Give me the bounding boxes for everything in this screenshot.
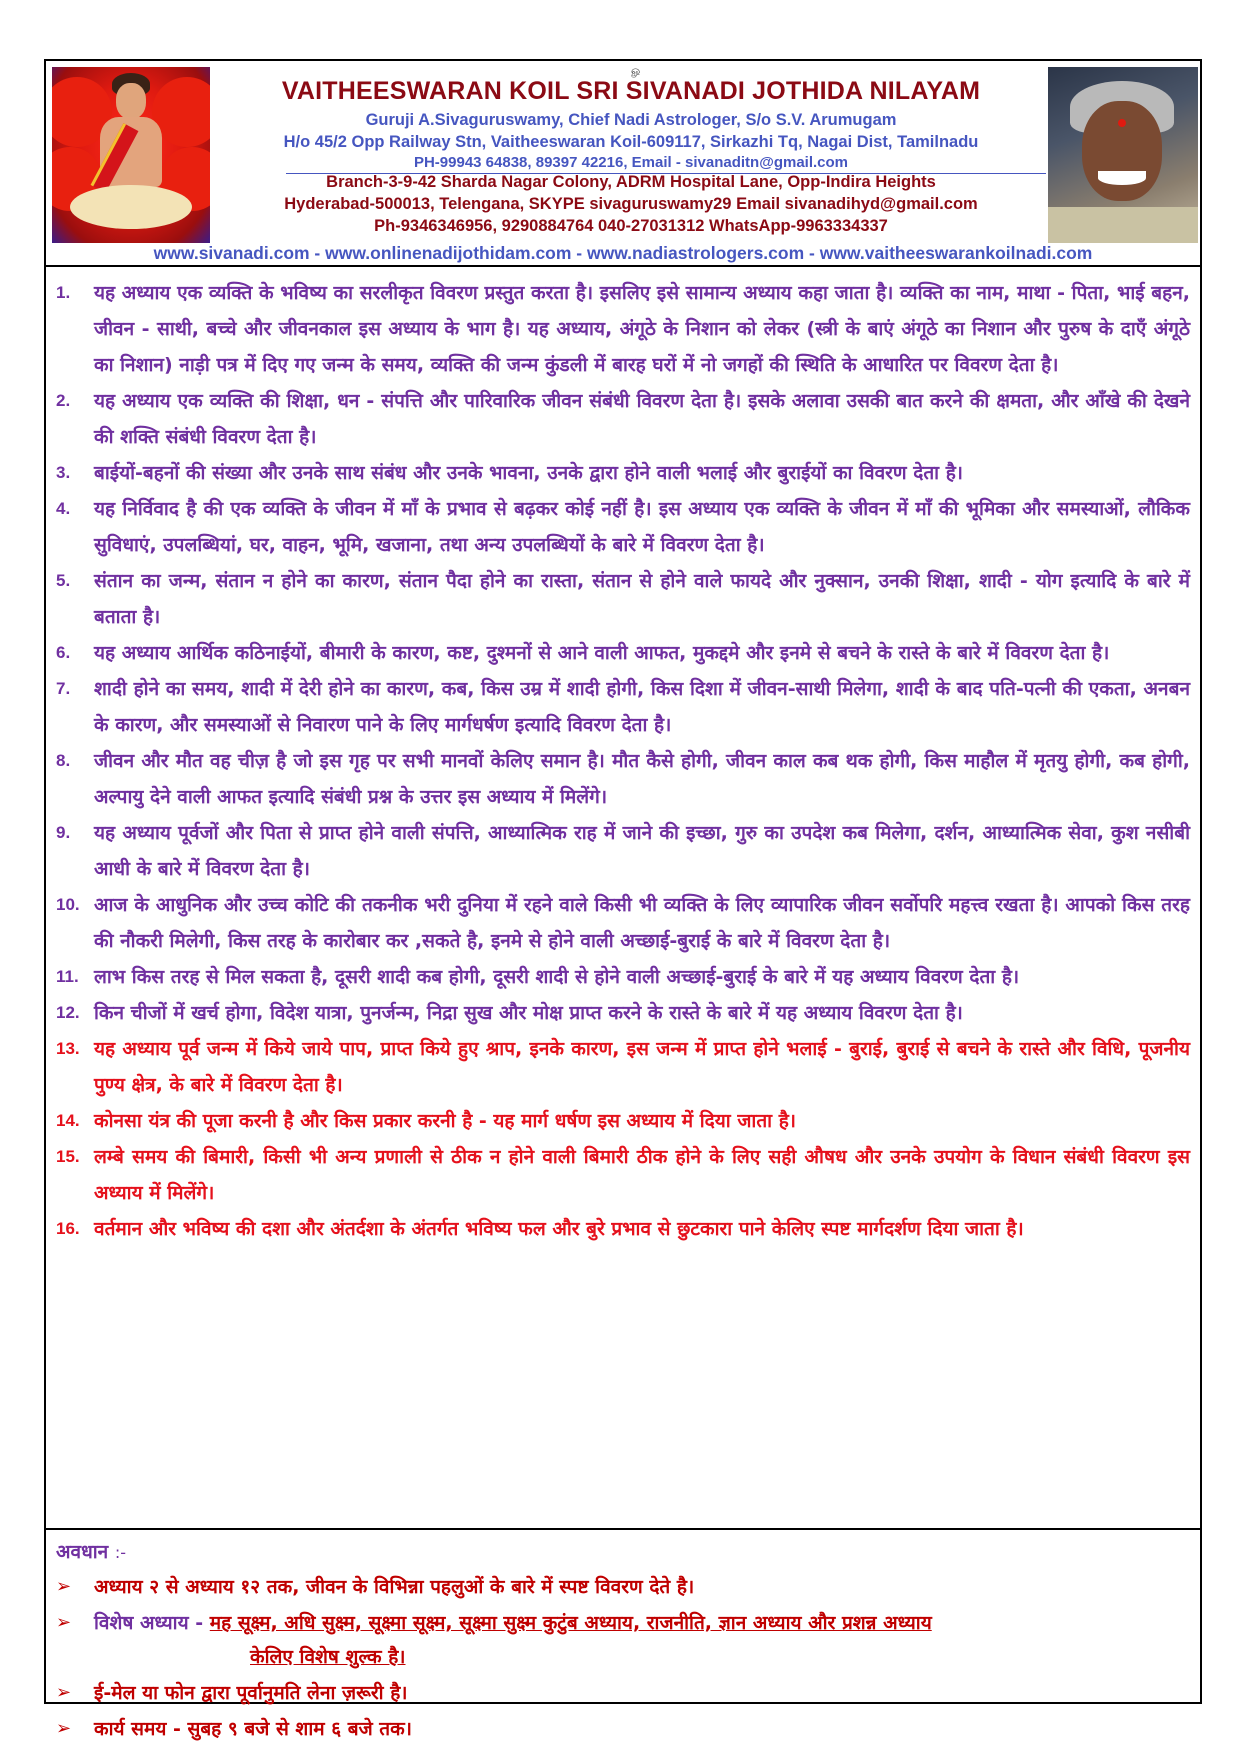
chapter-item-6: 6. यह अध्याय आर्थिक कठिनाईयों, बीमारी के कारण, कष्ट, दुश्मनों से आने वाली आफत, मुकद्दमे और इनमे से बचने के रास्ते के बारे में विवरण देता है।	[56, 642, 1110, 664]
phone-email-line: PH-99943 64838, 89397 42216, Email - sivanaditn@gmail.com	[413, 154, 849, 171]
chapter-item-2: 2. यह अध्याय एक व्यक्ति की शिक्षा, धन - संपत्ति और पारिवारिक जीवन संबंधी विवरण देता है। इसके अलावा उसकी बात करने की क्षमता, और आँखे की देखने की शक्ति संबंधी विवरण देता है।	[56, 390, 1190, 448]
chapter-item-10: 10. आज के आधुनिक और उच्च कोटि की तकनीक भरी दुनिया में रहने वाले किसी भी व्यक्ति के लिए व्यापारिक जीवन सर्वोपरि महत्त्व रखता है। आपको किस तरह की नौकरी मिलेगी, किस तरह के कारोबार कर ,सकते है, इनमे से होने वाली अच्छाई-बुराई के बारे में विवरण देता है।	[56, 894, 1190, 952]
chapters-section	[46, 267, 1200, 1530]
branch-phone-line: Ph-9346346956, 9290884764 040-27031312 WhatsApp-9963334337	[374, 217, 888, 235]
arrow-bullet-icon: ➢	[56, 1682, 72, 1703]
chapter-item-5: 5. संतान का जन्म, संतान न होने का कारण, संतान पैदा होने का रास्ता, संतान से होने वाले फायदे और नुक्सान, उनकी शिक्षा, शादी - योग इत्यादि के बारे में बताता है।	[56, 570, 1190, 628]
chapter-item-14: 14. कोनसा यंत्र की पूजा करनी है और किस प्रकार करनी है - यह मार्ग धर्षण इस अध्याय में दिया जाता है।	[56, 1110, 796, 1132]
om-symbol: ௐ	[631, 65, 642, 77]
chapter-list	[56, 275, 1190, 1247]
chapter-item-3: 3. बाईयों-बहनों की संख्या और उनके साथ संबंध और उनके भावना, उनके द्वारा होने वाली भलाई और बुराईयों का विवरण देता है।	[56, 462, 964, 484]
guruji-portrait-image	[1048, 67, 1198, 243]
arrow-bullet-icon: ➢	[56, 1576, 72, 1597]
branch-line: Branch-3-9-42 Sharda Nagar Colony, ADRM Hospital Lane, Opp-Indira Heights	[326, 173, 936, 191]
letterhead	[46, 61, 1200, 267]
meditating-sage-image	[52, 67, 210, 243]
notes-section: अवधान :- ➢ अध्याय २ से अध्याय १२ तक, जीवन के विभिन्ना पहलुओं के बारे में स्पष्ट विवरण देते है। ➢ विशेष अध्याय - मह सूक्ष्म, अधि सुक्ष्म, सूक्ष्मा सूक्ष्म, सूक्ष्मा सुक्ष्म कुटुंब अध्याय, राजनीति, ज्ञान अध्याय और प्रशन्न अध्याय केलिए विशेष शुल्क है। ➢ ई-मेल या फोन द्वारा पूर्वानुमति लेना ज़रूरी है। ➢ कार्य समय - सुबह ९ बजे से शाम ६ बजे तक।	[46, 1530, 1200, 1702]
hyderabad-line: Hyderabad-500013, Telengana, SKYPE sivaguruswamy29 Email sivanadihyd@gmail.com	[284, 195, 978, 213]
chapter-item-12: 12. किन चीजों में खर्च होगा, विदेश यात्रा, पुनर्जन्म, निद्रा सुख और मोक्ष प्राप्त करने के रास्ते के बारे में यह अध्याय विवरण देता है।	[56, 1002, 963, 1024]
guruji-line: Guruji A.Sivaguruswamy, Chief Nadi Astrologer, S/o S.V. Arumugam	[365, 111, 897, 129]
websites-line[interactable]: www.sivanadi.com - www.onlinenadijothidam.com - www.nadiastrologers.com - www.vaitheeswarankoilnadi.com	[153, 243, 1093, 263]
chapter-item-16: 16. वर्तमान और भविष्य की दशा और अंतर्दशा के अंतर्गत भविष्य फल और बुरे प्रभाव से छुटकारा पाने केलिए स्पष्ट मार्गदर्शण दिया जाता है।	[56, 1218, 1024, 1240]
organization-title: VAITHEESWARAN KOIL SRI SIVANADI JOTHIDA NILAYAM	[281, 77, 981, 105]
special-chapter-list: मह सूक्ष्म, अधि सुक्ष्म, सूक्ष्मा सूक्ष्म, सूक्ष्मा सुक्ष्म कुटुंब अध्याय, राजनीति, ज्ञान अध्याय और प्रशन्न अध्याय	[209, 1612, 932, 1634]
chapter-item-8: 8. जीवन और मौत वह चीज़ है जो इस गृह पर सभी मानवों केलिए समान है। मौत कैसे होगी, जीवन काल कब थक होगी, किस माहौल में मृतयु होगी, कब होगी, अल्पायु देने वाली आफत इत्यादि संबंधी प्रश्न के उत्तर इस अध्याय में मिलेंगे।	[56, 750, 1190, 808]
chapter-item-7: 7. शादी होने का समय, शादी में देरी होने का कारण, कब, किस उम्र में शादी होगी, किस दिशा में जीवन-साथी मिलेगा, शादी के बाद पति-पत्नी की एकता, अनबन के कारण, और समस्याओं से निवारण पाने के लिए मार्गधर्षण इत्यादि विवरण देता है।	[56, 678, 1190, 736]
arrow-bullet-icon: ➢	[56, 1718, 72, 1739]
chapter-item-9: 9. यह अध्याय पूर्वजों और पिता से प्राप्त होने वाली संपत्ति, आध्यात्मिक राह में जाने की इच्छा, गुरु का उपदेश कब मिलेगा, दर्शन, आध्यात्मिक सेवा, कुश नसीबी आधी के बारे में विवरण देता है।	[56, 822, 1190, 880]
chapter-item-4: 4. यह निर्विवाद है की एक व्यक्ति के जीवन में माँ के प्रभाव से बढ़कर कोई नहीं है। इस अध्याय एक व्यक्ति के जीवन में माँ की भूमिका और समस्याओं, लौकिक सुविधाएं, उपलब्धियां, घर, वाहन, भूमि, खजाना, तथा अन्य उपलब्धियों के बारे में विवरण देता है।	[56, 498, 1190, 556]
chapter-item-1: 1. यह अध्याय एक व्यक्ति के भविष्य का सरलीकृत विवरण प्रस्तुत करता है। इसलिए इसे सामान्य अध्याय कहा जाता है। व्यक्ति का नाम, माथा - पिता, भाई बहन, जीवन - साथी, बच्चे और जीवनकाल इस अध्याय के भाग है। यह अध्याय, अंगूठे के निशान को लेकर (स्त्री के बाएं अंगूठे का निशान और पुरुष के दाएँ अंगूठे का निशान) नाड़ी पत्र में दिए गए जन्म के समय, व्यक्ति की जन्म कुंडली में बारह घरों में नो जगहों की स्थिति के आधारित पर विवरण देता है।	[56, 282, 1190, 376]
arrow-bullet-icon: ➢	[56, 1612, 72, 1633]
notes-heading: अवधान :-	[56, 1541, 127, 1563]
chapter-item-13: 13. यह अध्याय पूर्व जन्म में किये जाये पाप, प्राप्त किये हुए श्राप, इनके कारण, इस जन्म में प्राप्त होने भलाई - बुराई, बुराई से बचने के रास्ते और विधि, पूजनीय पुण्य क्षेत्र, के बारे में विवरण देता है।	[56, 1038, 1190, 1096]
chapter-item-11: 11. लाभ किस तरह से मिल सकता है, दूसरी शादी कब होगी, दूसरी शादी से होने वाली अच्छाई-बुराई के बारे में यह अध्याय विवरण देता है।	[56, 966, 1020, 988]
page-frame	[44, 59, 1202, 1740]
chapter-item-15: 15. लम्बे समय की बिमारी, किसी भी अन्य प्रणाली से ठीक न होने वाली बिमारी ठीक होने के लिए सही औषध और उनके उपयोग के विधान संबंधी विवरण इस अध्याय में मिलेंगे।	[56, 1146, 1190, 1204]
address-line: H/o 45/2 Opp Railway Stn, Vaitheeswaran Koil-609117, Sirkazhi Tq, Nagai Dist, Tamilnadu	[283, 133, 979, 151]
special-chapter-label: विशेष अध्याय -	[94, 1612, 210, 1634]
